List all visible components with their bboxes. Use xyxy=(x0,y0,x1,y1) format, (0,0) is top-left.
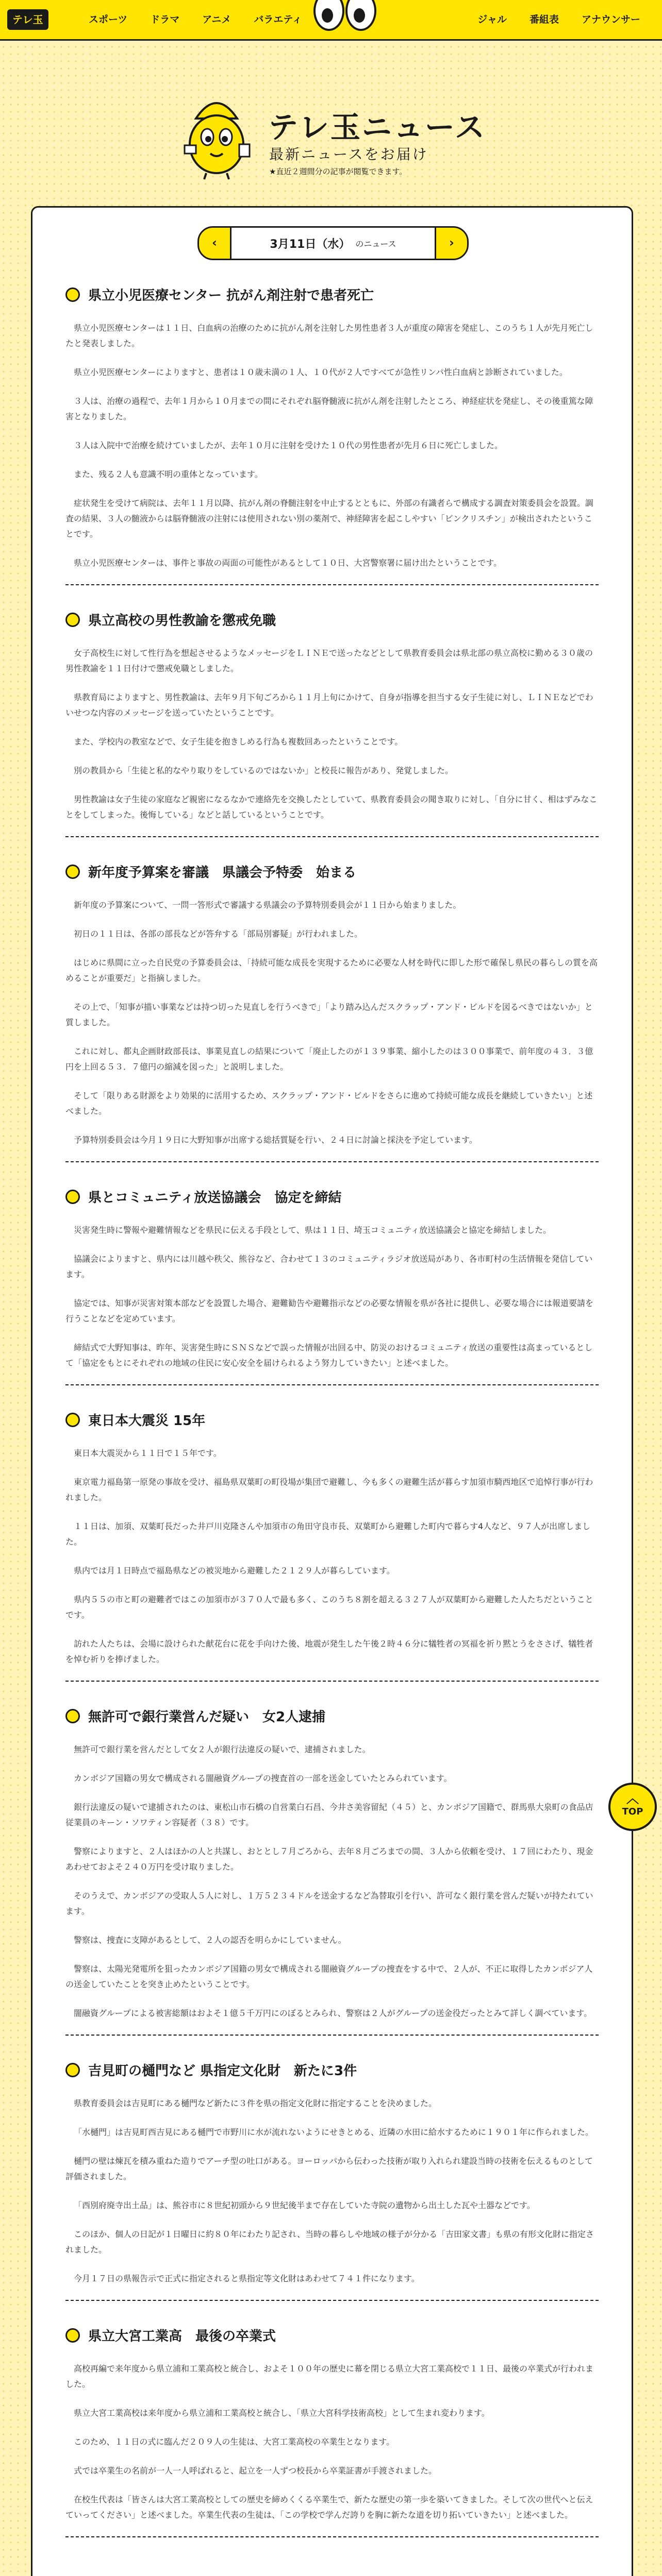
article-paragraph: 無許可で銀行業を営んだとして女２人が銀行法違反の疑いで、逮捕されました。 xyxy=(74,1744,371,1754)
news-article xyxy=(65,862,599,1162)
article-paragraph: 別の教員から「生徒と私的なやり取りをしているのではないか」と校長に報告があり、発覚しました。 xyxy=(74,766,454,775)
article-paragraph: 協議会によりますと、県内には川越や秩父、熊谷など、合わせて１３のコミュニティラジオ放送局があり、各市町村の生活情報を発信しています。 xyxy=(65,1254,593,1279)
nav-item-anime[interactable]: アニメ xyxy=(202,14,231,25)
article-paragraph: 東日本大震災から１１日で１５年です。 xyxy=(74,1448,222,1458)
nav-item-drama[interactable]: ドラマ xyxy=(150,14,180,25)
chevron-up-icon: ︿ xyxy=(626,1791,639,1806)
article-paragraph: 高校再編で来年度から県立浦和工業高校と統合し、およそ１００年の歴史に幕を閉じる県立大宮工業高校で１１日、最後の卒業式が行われました。 xyxy=(65,2364,594,2389)
article-divider xyxy=(65,2035,599,2036)
selected-date: 3月11日（水） xyxy=(270,238,351,251)
article-paragraph: 県内５５の市と町の避難者ではこの加須市が３７０人で最も多く、このうち８割を超える３２７人が双葉町から避難した人たちだということです。 xyxy=(65,1595,593,1620)
article-divider xyxy=(65,1681,599,1682)
article-paragraph: 訪れた人たちは、会場に設けられた献花台に花を手向けた後、地震が発生した午後２時４６分に犠牲者の冥福を祈り黙とうをささげ、犠牲者を悼む祈りを捧げました。 xyxy=(65,1639,593,1664)
site-logo[interactable]: テレ玉 xyxy=(7,9,48,30)
article-paragraph: 闇融資グループによる被害総額はおよそ１億５千万円にのぼるとみられ、警察は２人がグループの送金役だったとみて詳しく調べています。 xyxy=(74,2008,592,2018)
article-paragraph: また、学校内の教室などで、女子生徒を抱きしめる行為も複数回あったということです。 xyxy=(74,737,403,747)
article-paragraph: そのうえで、カンボジアの受取人５人に対し、１万５２３４ドルを送金するなど為替取引を行い、許可なく銀行業を営んだ疑いが持たれています。 xyxy=(65,1891,593,1916)
article-paragraph: 在校生代表は「皆さんは大宮工業高校としての歴史を締めくくる卒業生で、新たな歴史の第一歩を築いてきました。そして次の世代へと伝えていってください」と述べました。卒業生代表の生徒は、「この学校で学んだ誇りを胸に新たな道を切り拓いていきたい」と述べました。 xyxy=(65,2495,593,2520)
nav-item-variety[interactable]: バラエティ xyxy=(254,14,302,25)
article-heading xyxy=(65,1706,599,1725)
prev-date-button[interactable]: ‹ xyxy=(212,235,217,250)
top-navigation-bar xyxy=(0,0,662,41)
article-title: 吉見町の樋門など 県指定文化財 新たに3件 xyxy=(88,2063,357,2079)
article-paragraph: 銀行法違反の疑いで逮捕されたのは、東松山市石橋の自営業白石昌、今井さ美容留紀（４５）と、カンボジア国籍で、群馬県大泉町の食品店従業員のキーン・ソワティン容疑者（３８）です。 xyxy=(65,1802,593,1827)
article-paragraph: ３人は入院中で治療を続けていましたが、去年１０月に注射を受けた１０代の男性患者が先月６日に死亡しました。 xyxy=(74,440,503,450)
bullet-icon xyxy=(65,287,80,302)
article-paragraph: 男性教諭は女子生徒の家庭など親密になるなかで連絡先を交換したとしていて、県教育委員会の聞き取りに対し、「自分に甘く、相はずみなことをしてしまった。後悔している」などと話しているということです。 xyxy=(65,794,598,820)
date-suffix: のニュース xyxy=(355,239,396,249)
bullet-icon xyxy=(65,2063,80,2077)
article-paragraph: カンボジア国籍の男女で構成される闇融資グループの捜査首の一部を送金していたとみられています。 xyxy=(74,1773,452,1783)
article-paragraph: 樋門の壁は煉瓦を積み重ねた造りでアーチ型の吐口がある。ヨーロッパから伝わった技術が取り入れられ建設当時の技術を伝えるものとして評価されました。 xyxy=(65,2156,593,2181)
news-article xyxy=(65,1187,599,1385)
article-paragraph: 予算特別委員会は今月１９日に大野知事が出席する総括質疑を行い、２４日に討論と採決を予定しています。 xyxy=(74,1135,477,1145)
article-paragraph: 東京電力福島第一原発の事故を受け、福島県双葉町の町役場が集団で避難し、今も多くの避難生活が暮らす加須市騎西地区で追悼行事が行われました。 xyxy=(65,1477,593,1502)
article-title: 県立小児医療センター 抗がん剤注射で患者死亡 xyxy=(88,288,374,303)
nav-right xyxy=(466,0,652,39)
article-heading xyxy=(65,2060,599,2079)
article-paragraph: 警察は、捜査に支障があるとして、２人の認否を明らかにしていません。 xyxy=(74,1935,346,1945)
article-paragraph: 症状発生を受けて病院は、去年１１月以降、抗がん剤の脊髄注射を中止するとともに、外部の有識者らで構成する調査対策委員会を設置。調査の結果、３人の髄液からは脳脊髄液の注射には使用されない別の薬剤で、神経障害を起こしやすい「ビンクリスチン」が検出されたということです。 xyxy=(65,498,593,539)
news-article xyxy=(65,285,599,585)
nav-item-announcer[interactable]: アナウンサー xyxy=(581,14,640,25)
bullet-icon xyxy=(65,1709,80,1723)
article-paragraph: 協定では、知事が災害対策本部などを設置した場合、避難勧告や避難指示などの必要な情報を県が各社に提供し、必要な場合には報道要請を行うことなどを定めています。 xyxy=(65,1298,594,1324)
article-paragraph: 災害発生時に警報や避難情報などを県民に伝える手段として、県は１１日、埼玉コミュニティ放送協議会と協定を締結しました。 xyxy=(74,1225,552,1235)
article-heading xyxy=(65,1187,599,1206)
article-paragraph: 県立小児医療センターによりますと、患者は１０歳未満の１人、１０代が２人ですべてが急性リンパ性白血病と診断されていました。 xyxy=(74,367,568,377)
article-divider xyxy=(65,1384,599,1385)
article-heading xyxy=(65,862,599,881)
article-paragraph: このほか、個人の日記が１日曜日に約８０年にわたり記され、当時の暮らしや地域の様子が分かる「吉田家文書」も県の有形文化財に指定されました。 xyxy=(65,2229,594,2255)
article-paragraph: 今月１７日の県報告示で正式に指定されると県指定等文化財はあわせて７４１件になります。 xyxy=(74,2274,420,2283)
article-heading xyxy=(65,1410,599,1429)
article-paragraph: その上で、「知事が描い事業などは持つ切った見直しを行うべきで」「より踏み込んだスクラップ・アンド・ビルドを図るべきではないか」と質しました。 xyxy=(65,1002,593,1027)
hero xyxy=(155,82,516,196)
left-eye-icon xyxy=(313,0,344,31)
date-selector xyxy=(197,226,469,260)
bullet-icon xyxy=(65,1413,80,1427)
article-paragraph: 締結式で大野知事は、昨年、災害発生時にＳＮＳなどで誤った情報が出回る中、防災のおけるコミュニティ放送の重要性は高まっているとして「協定をもとにそれぞれの地域の住民に安心安全を届けられるよう努力していきたい」と述べました。 xyxy=(65,1343,593,1368)
article-paragraph: 「水樋門」は吉見町西吉見にある樋門で市野川に水が流れないようにせきとめる、近隣の水田に給水するために１９０１年に作られました。 xyxy=(74,2127,594,2137)
news-article xyxy=(65,2326,599,2537)
news-article xyxy=(65,2060,599,2301)
article-paragraph: 新年度の予算案について、一問一答形式で審議する県議会の予算特別委員会が１１日から始まりました。 xyxy=(74,900,461,910)
article-title: 無許可で銀行業営んだ疑い 女2人逮捕 xyxy=(88,1709,326,1725)
article-list xyxy=(65,285,599,2562)
article-paragraph: 警察によりますと、２人はほかの人と共謀し、おととし７月ごろから、去年８月ごろまでの間、３人から依頼を受け、１７回にわたり、現金あわせておよそ２４０万円を受け取りました。 xyxy=(65,1846,593,1872)
news-article xyxy=(65,610,599,837)
article-divider xyxy=(65,584,599,585)
article-heading xyxy=(65,610,599,629)
bullet-icon xyxy=(65,613,80,627)
article-title: 県立大宮工業高 最後の卒業式 xyxy=(88,2329,276,2344)
news-card xyxy=(31,206,633,2576)
article-divider xyxy=(65,1161,599,1162)
article-paragraph: はじめに県間に立った自民党の予算委員会は、「持続可能な成長を実現するために必要な人材を時代に即した形で確保し県民の暮らしの質を高めることが重要だ」と指摘しました。 xyxy=(65,958,598,983)
nav-item-schedule[interactable]: 番組表 xyxy=(529,14,559,25)
nav-item-sports[interactable]: スポーツ xyxy=(89,14,128,25)
article-paragraph: 県教育局によりますと、男性教諭は、去年９月下旬ごろから１１月上旬にかけて、自身が指導を担当する女子生徒に対し、ＬＩＮＥなどでわいせつな内容のメッセージを送っていたということです。 xyxy=(65,692,593,718)
bullet-icon xyxy=(65,865,80,879)
article-paragraph: 女子高校生に対して性行為を想起させるようなメッセージをＬＩＮＥで送ったなどとして県教育委員会は県北部の県立高校に勤める３０歳の男性教諭を１１日付けで懲戒免職としました。 xyxy=(65,648,593,673)
page-subtitle: 最新ニュースをお届け xyxy=(269,146,428,163)
bullet-icon xyxy=(65,2328,80,2343)
article-paragraph: 県内では月１日時点で福島県などの被災地から避難した２１２９人が暮らしています。 xyxy=(74,1566,395,1575)
news-article xyxy=(65,1706,599,2036)
article-paragraph: 「西別府廃寺出土品」は、熊谷市に８世紀初頭から９世紀後半まで存在していた寺院の遺物から出土した瓦や土器などです。 xyxy=(74,2200,535,2210)
article-paragraph: 県教育委員会は吉見町にある樋門など新たに３件を県の指定文化財に指定することを決めました。 xyxy=(74,2098,437,2108)
bullet-icon xyxy=(65,1190,80,1204)
nav-item-genre[interactable]: ジャル xyxy=(477,14,507,25)
article-paragraph: １１日は、加須、双葉町長だった井戸川克隆さんや加須市の角田守良市長、双葉町から避難した町内で暮らす4人など、９７人が出席しました。 xyxy=(65,1521,591,1547)
back-to-top-button[interactable] xyxy=(608,1783,657,1831)
article-heading xyxy=(65,285,599,304)
article-title: 東日本大震災 15年 xyxy=(88,1413,206,1429)
article-paragraph: 警察は、太陽光発電所を狙ったカンボジア国籍の男女で構成される闇融資グループの捜査をする中で、２人が、不正に取得したカンボジア人の送金していたことを突き止めたということです。 xyxy=(65,1964,593,1989)
nav-left xyxy=(77,0,313,39)
article-divider xyxy=(65,2300,599,2301)
back-to-top-label: TOP xyxy=(622,1806,643,1817)
article-title: 県とコミュニティ放送協議会 協定を締結 xyxy=(88,1190,342,1206)
article-paragraph: そして「限りある財源をより効果的に活用するため、スクラップ・アンド・ビルドをさらに進めて持続可能な成長を継続していきたい」と述べました。 xyxy=(65,1091,593,1116)
date-display xyxy=(230,228,436,259)
mascot-egg-icon xyxy=(175,88,258,180)
article-heading xyxy=(65,2326,599,2345)
mascot-eyes-icon xyxy=(313,0,375,31)
article-title: 県立高校の男性教諭を懲戒免職 xyxy=(88,613,276,629)
article-paragraph: このため、１１日の式に臨んだ２０９人の生徒は、大宮工業高校の卒業生となります。 xyxy=(74,2437,395,2447)
article-paragraph: 初日の１１日は、各部の部長などが答弁する「部局別審疑」が行われました。 xyxy=(74,929,363,939)
article-paragraph: 式では卒業生の名前が一人一人呼ばれると、起立を一人ずつ校長から卒業証書が手渡されました。 xyxy=(74,2466,437,2476)
next-date-button[interactable]: › xyxy=(449,235,454,250)
archive-note: ★直近２週間分の記事が閲覧できます。 xyxy=(269,167,407,176)
article-paragraph: ３人は、治療の過程で、去年１月から１０月までの間にそれぞれ脳脊髄液に抗がん剤を注射したところ、神経症状を発症し、その後重篤な障害となりました。 xyxy=(65,396,593,421)
article-paragraph: 県立小児医療センターは、事件と事故の両面の可能性があるとして１０日、大宮警察署に届け出たということです。 xyxy=(74,558,502,568)
page-title: テレ玉ニュース xyxy=(268,110,486,145)
right-eye-icon xyxy=(345,0,376,31)
article-divider xyxy=(65,2536,599,2537)
article-paragraph: 県立大宮工業高校は来年度から県立浦和工業高校と統合し、「県立大宮科学技術高校」として生まれ変わります。 xyxy=(74,2408,490,2418)
article-paragraph: 県立小児医療センターは１１日、白血病の治療のために抗がん剤を注射した男性患者３人が重度の障害を発症し、このうち１人が先月死亡したと発表しました。 xyxy=(65,323,593,348)
article-paragraph: これに対し、都丸企画財政部長は、事業見直しの結果について「廃止したのが１３９事業、縮小したのは３００事業で、前年度の４３．３億円を上回る５３．７億円の縮減を図った」と説明しました。 xyxy=(65,1046,593,1072)
article-paragraph: また、残る２人も意識不明の重体となっています。 xyxy=(74,469,263,479)
news-article xyxy=(65,1410,599,1682)
article-title: 新年度予算案を審議 県議会予特委 始まる xyxy=(88,865,357,880)
article-divider xyxy=(65,836,599,837)
